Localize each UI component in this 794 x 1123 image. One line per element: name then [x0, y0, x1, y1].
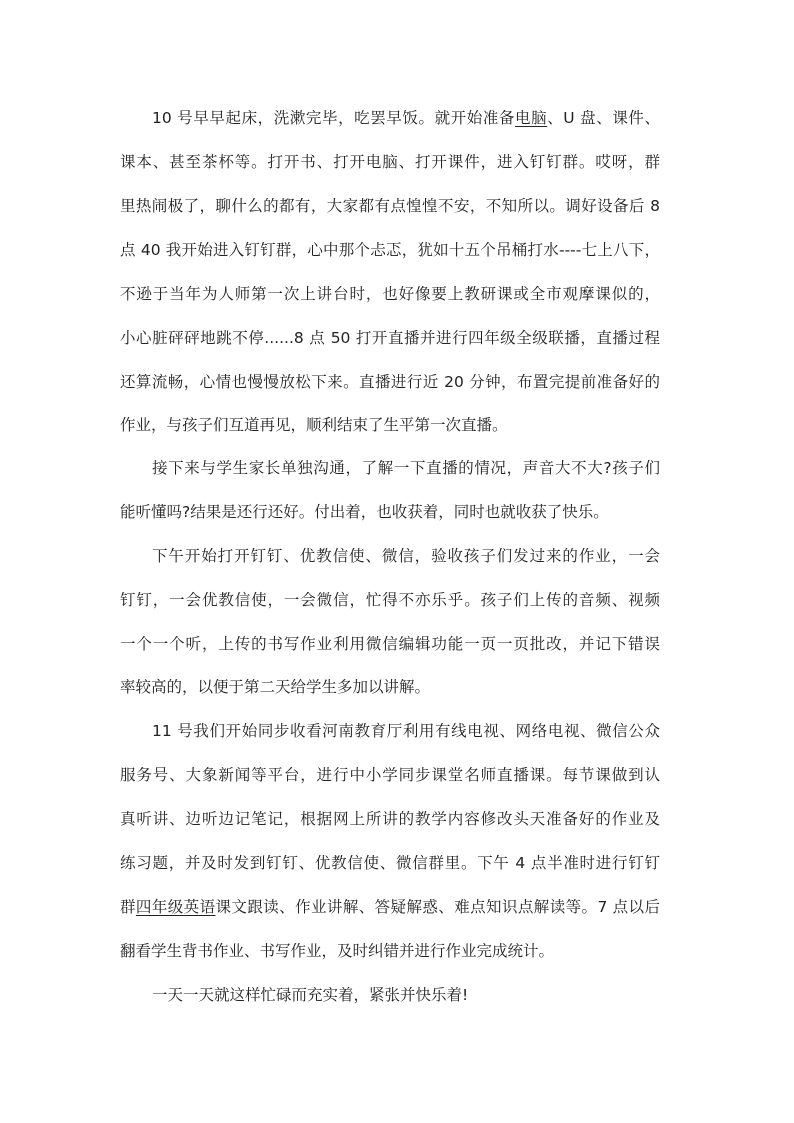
- text-run: 小心脏砰砰地跳不停......8 点 50 打开直播并进行四年级全级联播，直播过程: [120, 329, 660, 347]
- text-line: [120, 502, 660, 522]
- text-run: 课本、甚至茶杯等。打开书、打开电脑、打开课件，进入钉钉群。哎呀，群: [120, 153, 660, 171]
- underlined-text: 四年级英语: [135, 898, 216, 916]
- text-run: 11 号我们开始同步收看河南教育厅利用有线电视、网络电视、微信公众: [152, 722, 660, 740]
- text-line: [152, 458, 660, 478]
- text-line: [152, 108, 660, 128]
- text-line: [120, 372, 660, 392]
- text-line: [120, 284, 660, 304]
- text-run: 一个一个听，上传的书写作业利用微信编辑功能一页一页批改，并记下错误: [120, 635, 660, 653]
- text-line: [120, 809, 660, 829]
- text-run: 里热闹极了，聊什么的都有，大家都有点惶惶不安，不知所以。调好设备后 8: [120, 197, 660, 215]
- text-run: 10 号早早起床，洗漱完毕，吃罢早饭。就开始准备: [152, 109, 516, 127]
- text-line: [120, 941, 660, 961]
- text-line: [120, 634, 660, 654]
- text-run: 钉钉，一会优教信使，一会微信，忙得不亦乐乎。孩子们上传的音频、视频: [120, 591, 660, 609]
- text-run: 点 40 我开始进入钉钉群，心中那个忐忑，犹如十五个吊桶打水----七上八下，: [120, 241, 660, 259]
- text-line: [152, 721, 660, 741]
- text-line: [120, 677, 660, 697]
- text-line: [120, 853, 660, 873]
- text-line: [120, 152, 660, 172]
- text-run: 作业，与孩子们互道再见，顺利结束了生平第一次直播。: [120, 416, 508, 434]
- text-run: 一天一天就这样忙碌而充实着，紧张并快乐着!: [152, 986, 469, 1004]
- text-run: 服务号、大象新闻等平台，进行中小学同步课堂名师直播课。每节课做到认: [120, 766, 660, 784]
- text-run: 率较高的，以便于第二天给学生多加以讲解。: [120, 678, 431, 696]
- text-run: 真听讲、边听边记笔记，根据网上所讲的教学内容修改头天准备好的作业及: [120, 810, 660, 828]
- text-run: 接下来与学生家长单独沟通，了解一下直播的情况，声音大不大?孩子们: [152, 459, 660, 477]
- text-run: 能听懂吗?结果是还行还好。付出着，也收获着，同时也就收获了快乐。: [120, 503, 609, 521]
- text-run: 练习题，并及时发到钉钉、优教信使、微信群里。下午 4 点半准时进行钉钉: [120, 854, 660, 872]
- text-line: [120, 590, 660, 610]
- text-run: 还算流畅，心情也慢慢放松下来。直播进行近 20 分钟，布置完提前准备好的: [120, 373, 660, 391]
- text-run: 下午开始打开钉钉、优教信使、微信，验收孩子们发过来的作业，一会: [152, 547, 660, 565]
- text-line: [120, 765, 660, 785]
- text-line: [120, 196, 660, 216]
- text-line: [120, 240, 660, 260]
- text-run: 翻看学生背书作业、书写作业，及时纠错并进行作业完成统计。: [120, 942, 555, 960]
- text-line: [152, 546, 660, 566]
- underlined-text: 电脑: [515, 109, 548, 127]
- text-run: 、U 盘、课件、: [547, 109, 660, 127]
- text-line: [120, 897, 660, 917]
- text-line: [120, 415, 660, 435]
- text-line: [152, 985, 660, 1005]
- text-run: 群: [120, 898, 136, 916]
- text-line: [120, 328, 660, 348]
- text-run: 不逊于当年为人师第一次上讲台时，也好像要上教研课或全市观摩课似的，: [120, 285, 660, 303]
- text-run: 课文跟读、作业讲解、答疑解惑、难点知识点解读等。7 点以后: [215, 898, 660, 916]
